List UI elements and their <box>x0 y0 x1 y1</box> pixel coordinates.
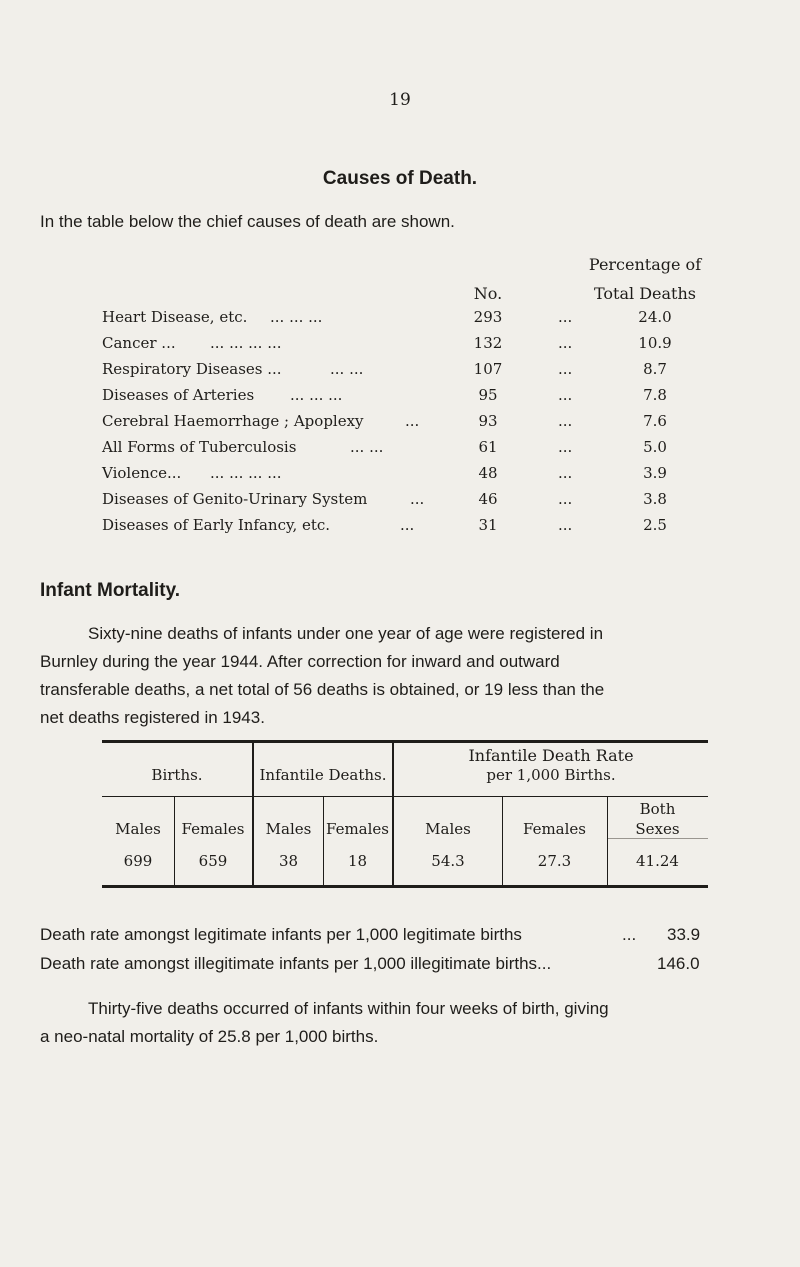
cause-name: Diseases of Arteries <box>102 386 255 404</box>
cause-count: 48 <box>478 464 498 482</box>
cause-count: 61 <box>478 438 498 456</box>
table-header-rule <box>102 796 708 797</box>
leader-dots: ... <box>558 308 573 326</box>
causes-title: Causes of Death. <box>322 168 478 189</box>
table-row <box>0 438 800 462</box>
cause-name: Violence... <box>102 464 182 482</box>
legitimate-rate-line <box>40 925 712 951</box>
value-rate-males: 54.3 <box>431 852 465 870</box>
rate-label: Death rate amongst illegitimate infants per 1,000 illegitimate births... <box>40 954 552 973</box>
leader-dots: ... <box>558 464 573 482</box>
cause-percentage: 5.0 <box>643 438 667 456</box>
paragraph-line: net deaths registered in 1943. <box>40 708 265 727</box>
header-death-rate-line1: Infantile Death Rate <box>468 746 634 765</box>
leader-dots: ... <box>558 412 573 430</box>
paragraph-line: a neo-natal mortality of 25.8 per 1,000 births. <box>40 1027 379 1046</box>
illegitimate-rate-line <box>40 954 712 980</box>
leader-dots: ... <box>410 490 425 508</box>
leader-dots: ... <box>558 360 573 378</box>
table-faint-rule <box>608 838 708 839</box>
leader-dots: ... <box>558 334 573 352</box>
subheader-females: Females <box>325 820 389 838</box>
leader-dots: ... ... <box>330 360 364 378</box>
table-bottom-rule <box>102 885 708 888</box>
cause-percentage: 3.9 <box>643 464 667 482</box>
cause-count: 93 <box>478 412 498 430</box>
subheader-females: Females <box>522 820 586 838</box>
subheader-males: Males <box>115 820 161 838</box>
leader-dots: ... <box>558 516 573 534</box>
table-row <box>0 490 800 514</box>
table-row <box>0 334 800 358</box>
leader-dots: ... <box>400 516 415 534</box>
leader-dots: ... ... ... ... <box>210 464 282 482</box>
subheader-males: Males <box>265 820 312 838</box>
cause-count: 95 <box>478 386 498 404</box>
table-row <box>0 360 800 384</box>
cause-name: Heart Disease, etc. <box>102 308 248 326</box>
paragraph-line: Sixty-nine deaths of infants under one year of age were registered in <box>88 624 604 643</box>
paragraph-line: Burnley during the year 1944. After correction for inward and outward <box>40 652 560 671</box>
cause-percentage: 8.7 <box>643 360 667 378</box>
infant-table <box>102 740 708 888</box>
leader-dots: ... <box>558 438 573 456</box>
cause-count: 107 <box>473 360 503 378</box>
leader-dots: ... <box>558 490 573 508</box>
header-pct-line2: Total Deaths <box>593 284 696 303</box>
leader-dots: ... ... ... <box>270 308 323 326</box>
header-infantile-deaths: Infantile Deaths. <box>259 766 387 784</box>
cause-count: 31 <box>478 516 498 534</box>
table-divider <box>323 797 324 885</box>
cause-percentage: 3.8 <box>643 490 667 508</box>
cause-percentage: 10.9 <box>638 334 672 352</box>
cause-name: Cerebral Haemorrhage ; Apoplexy <box>102 412 364 430</box>
page-number: 19 <box>389 90 411 110</box>
cause-name: Diseases of Early Infancy, etc. <box>102 516 331 534</box>
causes-intro: In the table below the chief causes of death are shown. <box>40 212 455 231</box>
table-row <box>0 412 800 436</box>
subheader-females: Females <box>181 820 245 838</box>
table-top-rule <box>102 740 708 743</box>
header-death-rate-line2: per 1,000 Births. <box>486 766 616 784</box>
value-births-males: 699 <box>123 852 153 870</box>
value-rate-both: 41.24 <box>636 852 679 870</box>
subheader-both-line1: Both <box>639 800 676 818</box>
leader-dots: ... <box>622 925 637 944</box>
table-divider <box>502 797 503 885</box>
header-pct-line1: Percentage of <box>588 255 702 274</box>
table-row <box>0 308 800 332</box>
paragraph-line: Thirty-five deaths occurred of infants within four weeks of birth, giving <box>88 999 609 1018</box>
cause-name: Respiratory Diseases ... <box>102 360 282 378</box>
rate-label: Death rate amongst legitimate infants per 1,000 legitimate births <box>40 925 522 944</box>
table-row <box>0 516 800 540</box>
cause-name: All Forms of Tuberculosis <box>102 438 297 456</box>
cause-name: Diseases of Genito-Urinary System <box>102 490 368 508</box>
subheader-both-line2: Sexes <box>635 820 680 838</box>
infant-title: Infant Mortality. <box>40 580 181 601</box>
table-row <box>0 464 800 488</box>
table-divider <box>174 797 175 885</box>
value-births-females: 659 <box>198 852 228 870</box>
value-rate-females: 27.3 <box>537 852 572 870</box>
neonatal-paragraph <box>40 995 750 1051</box>
cause-count: 132 <box>473 334 503 352</box>
header-births: Births. <box>151 766 203 784</box>
leader-dots: ... ... ... ... <box>210 334 282 352</box>
value-deaths-males: 38 <box>278 852 299 870</box>
header-no: No. <box>473 284 503 303</box>
cause-count: 46 <box>478 490 498 508</box>
leader-dots: ... ... <box>350 438 384 456</box>
infant-paragraph <box>40 620 740 732</box>
cause-percentage: 7.8 <box>643 386 667 404</box>
table-row <box>0 386 800 410</box>
rate-value: 33.9 <box>667 925 701 944</box>
rate-value: 146.0 <box>657 954 700 973</box>
cause-percentage: 2.5 <box>643 516 667 534</box>
leader-dots: ... <box>558 386 573 404</box>
subheader-males: Males <box>425 820 471 838</box>
cause-count: 293 <box>473 308 503 326</box>
value-deaths-females: 18 <box>347 852 368 870</box>
leader-dots: ... <box>405 412 420 430</box>
cause-percentage: 7.6 <box>643 412 667 430</box>
cause-percentage: 24.0 <box>638 308 672 326</box>
paragraph-line: transferable deaths, a net total of 56 deaths is obtained, or 19 less than the <box>40 680 605 699</box>
leader-dots: ... ... ... <box>290 386 343 404</box>
cause-name: Cancer ... <box>102 334 176 352</box>
